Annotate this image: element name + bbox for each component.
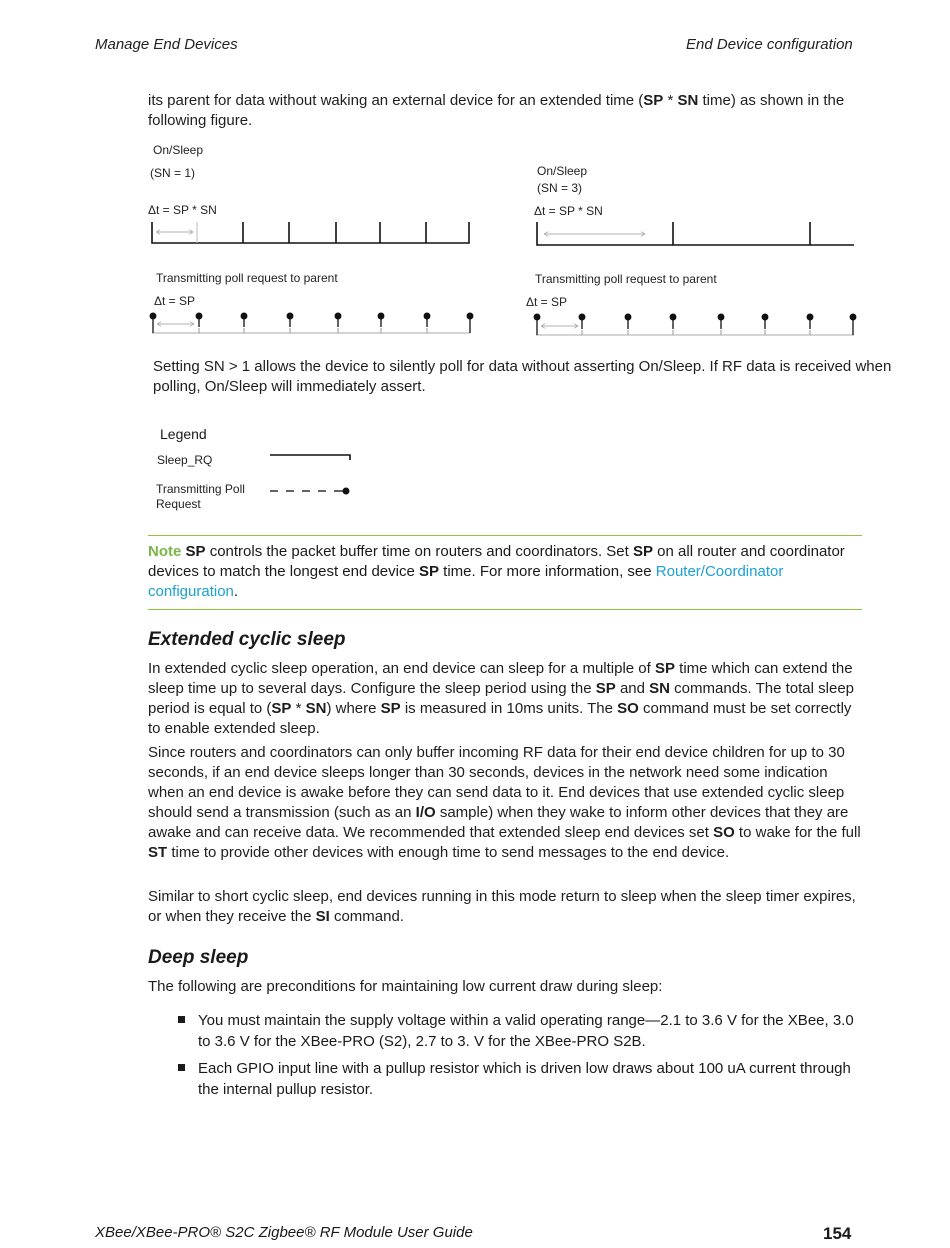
figure-caption: Setting SN > 1 allows the device to silently poll for data without asserting On/Sleep. If RF data is received when polling, On/Sleep will immediately assert. [153, 358, 892, 395]
legend-poll-label-line1: Transmitting Poll [156, 482, 245, 496]
right-poll-label: Transmitting poll request to parent [535, 272, 717, 286]
deep-sleep-intro: The following are preconditions for maintaining low current draw during sleep: [148, 978, 663, 995]
legend-sleep-rq-label: Sleep_RQ [157, 453, 213, 467]
bullet-square-icon [178, 1016, 185, 1023]
deep-sleep-bullet-list [176, 1010, 866, 1106]
list-item: You must maintain the supply voltage within a valid operating range—2.1 to 3.6 V for the XBee, 3.0 to 3.6 V for the XBee-PRO (S2), 2.7 to 3. V for the XBee-PRO S2B. [176, 1010, 866, 1052]
left-on-sleep-label: On/Sleep [153, 143, 204, 157]
running-header-chapter: End Device configuration [686, 36, 853, 53]
bullet-square-icon [178, 1064, 185, 1071]
extended-cyclic-sleep-heading: Extended cyclic sleep [148, 629, 346, 650]
timing-diagram [0, 0, 950, 530]
left-delta-bottom-label: Δt = SP [154, 294, 196, 308]
right-sn-label: (SN = 3) [537, 181, 583, 195]
right-delta-bottom-label: Δt = SP [526, 295, 568, 309]
left-sn-label: (SN = 1) [150, 166, 196, 180]
right-sleep-signal [537, 222, 854, 245]
router-coordinator-config-link[interactable]: Router/Coordinator configuration [148, 563, 784, 600]
left-poll-label: Transmitting poll request to parent [156, 271, 338, 285]
footer-document-title: XBee/XBee-PRO® S2C Zigbee® RF Module User Guide [95, 1224, 473, 1241]
right-on-sleep-label: On/Sleep [537, 164, 588, 178]
extended-paragraph-1: In extended cyclic sleep operation, an end device can sleep for a multiple of SP time which can extend the sleep time up to several days. Configure the sleep period using the SP and SN commands. The total sleep period is equal to (SP * SN) where SP is measured in 10ms units. The SO command must be set correctly to enable extended sleep. [148, 660, 854, 737]
deep-sleep-heading: Deep sleep [148, 947, 249, 968]
extended-paragraph-3: Similar to short cyclic sleep, end devices running in this mode return to sleep when the sleep timer expires, or when they receive the SI command. [148, 888, 856, 925]
running-header-section: Manage End Devices [95, 36, 238, 53]
left-delta-top-label: Δt = SP * SN [148, 203, 217, 217]
note-label: Note [148, 543, 182, 560]
right-delta-top-label: Δt = SP * SN [534, 204, 603, 218]
extended-paragraph-2: Since routers and coordinators can only buffer incoming RF data for their end device children for up to 30 seconds, if an end device sleeps longer than 30 seconds, devices in the network need some indication when an end device is awake before they can send data to it. End devices that use extended cyclic sleep should send a transmission (such as an I/O sample) when they wake to inform other devices that they are awake and can receive data. We recommended that extended sleep end devices set SO to wake for the full ST time to provide other devices with enough time to send messages to the end device. [148, 744, 861, 861]
left-poll-signal [150, 313, 473, 333]
legend-poll-label-line2: Request [156, 497, 201, 511]
right-poll-signal [534, 314, 856, 335]
note-box: Note SP controls the packet buffer time on routers and coordinators. Set SP on all router and coordinator devices to match the longest end device SP time. For more information, see Router/Coordinator configuration. [148, 535, 862, 610]
list-item: Each GPIO input line with a pullup resistor which is driven low draws about 100 uA current through the internal pullup resistor. [176, 1058, 866, 1100]
legend-sleep-rq-sample [270, 455, 350, 460]
intro-paragraph: its parent for data without waking an external device for an extended time (SP * SN time) as shown in the following figure. [148, 92, 845, 129]
page-number: 154 [823, 1224, 852, 1243]
left-sleep-signal [152, 222, 469, 243]
legend-poll-sample [270, 488, 349, 494]
legend-title: Legend [160, 426, 207, 442]
